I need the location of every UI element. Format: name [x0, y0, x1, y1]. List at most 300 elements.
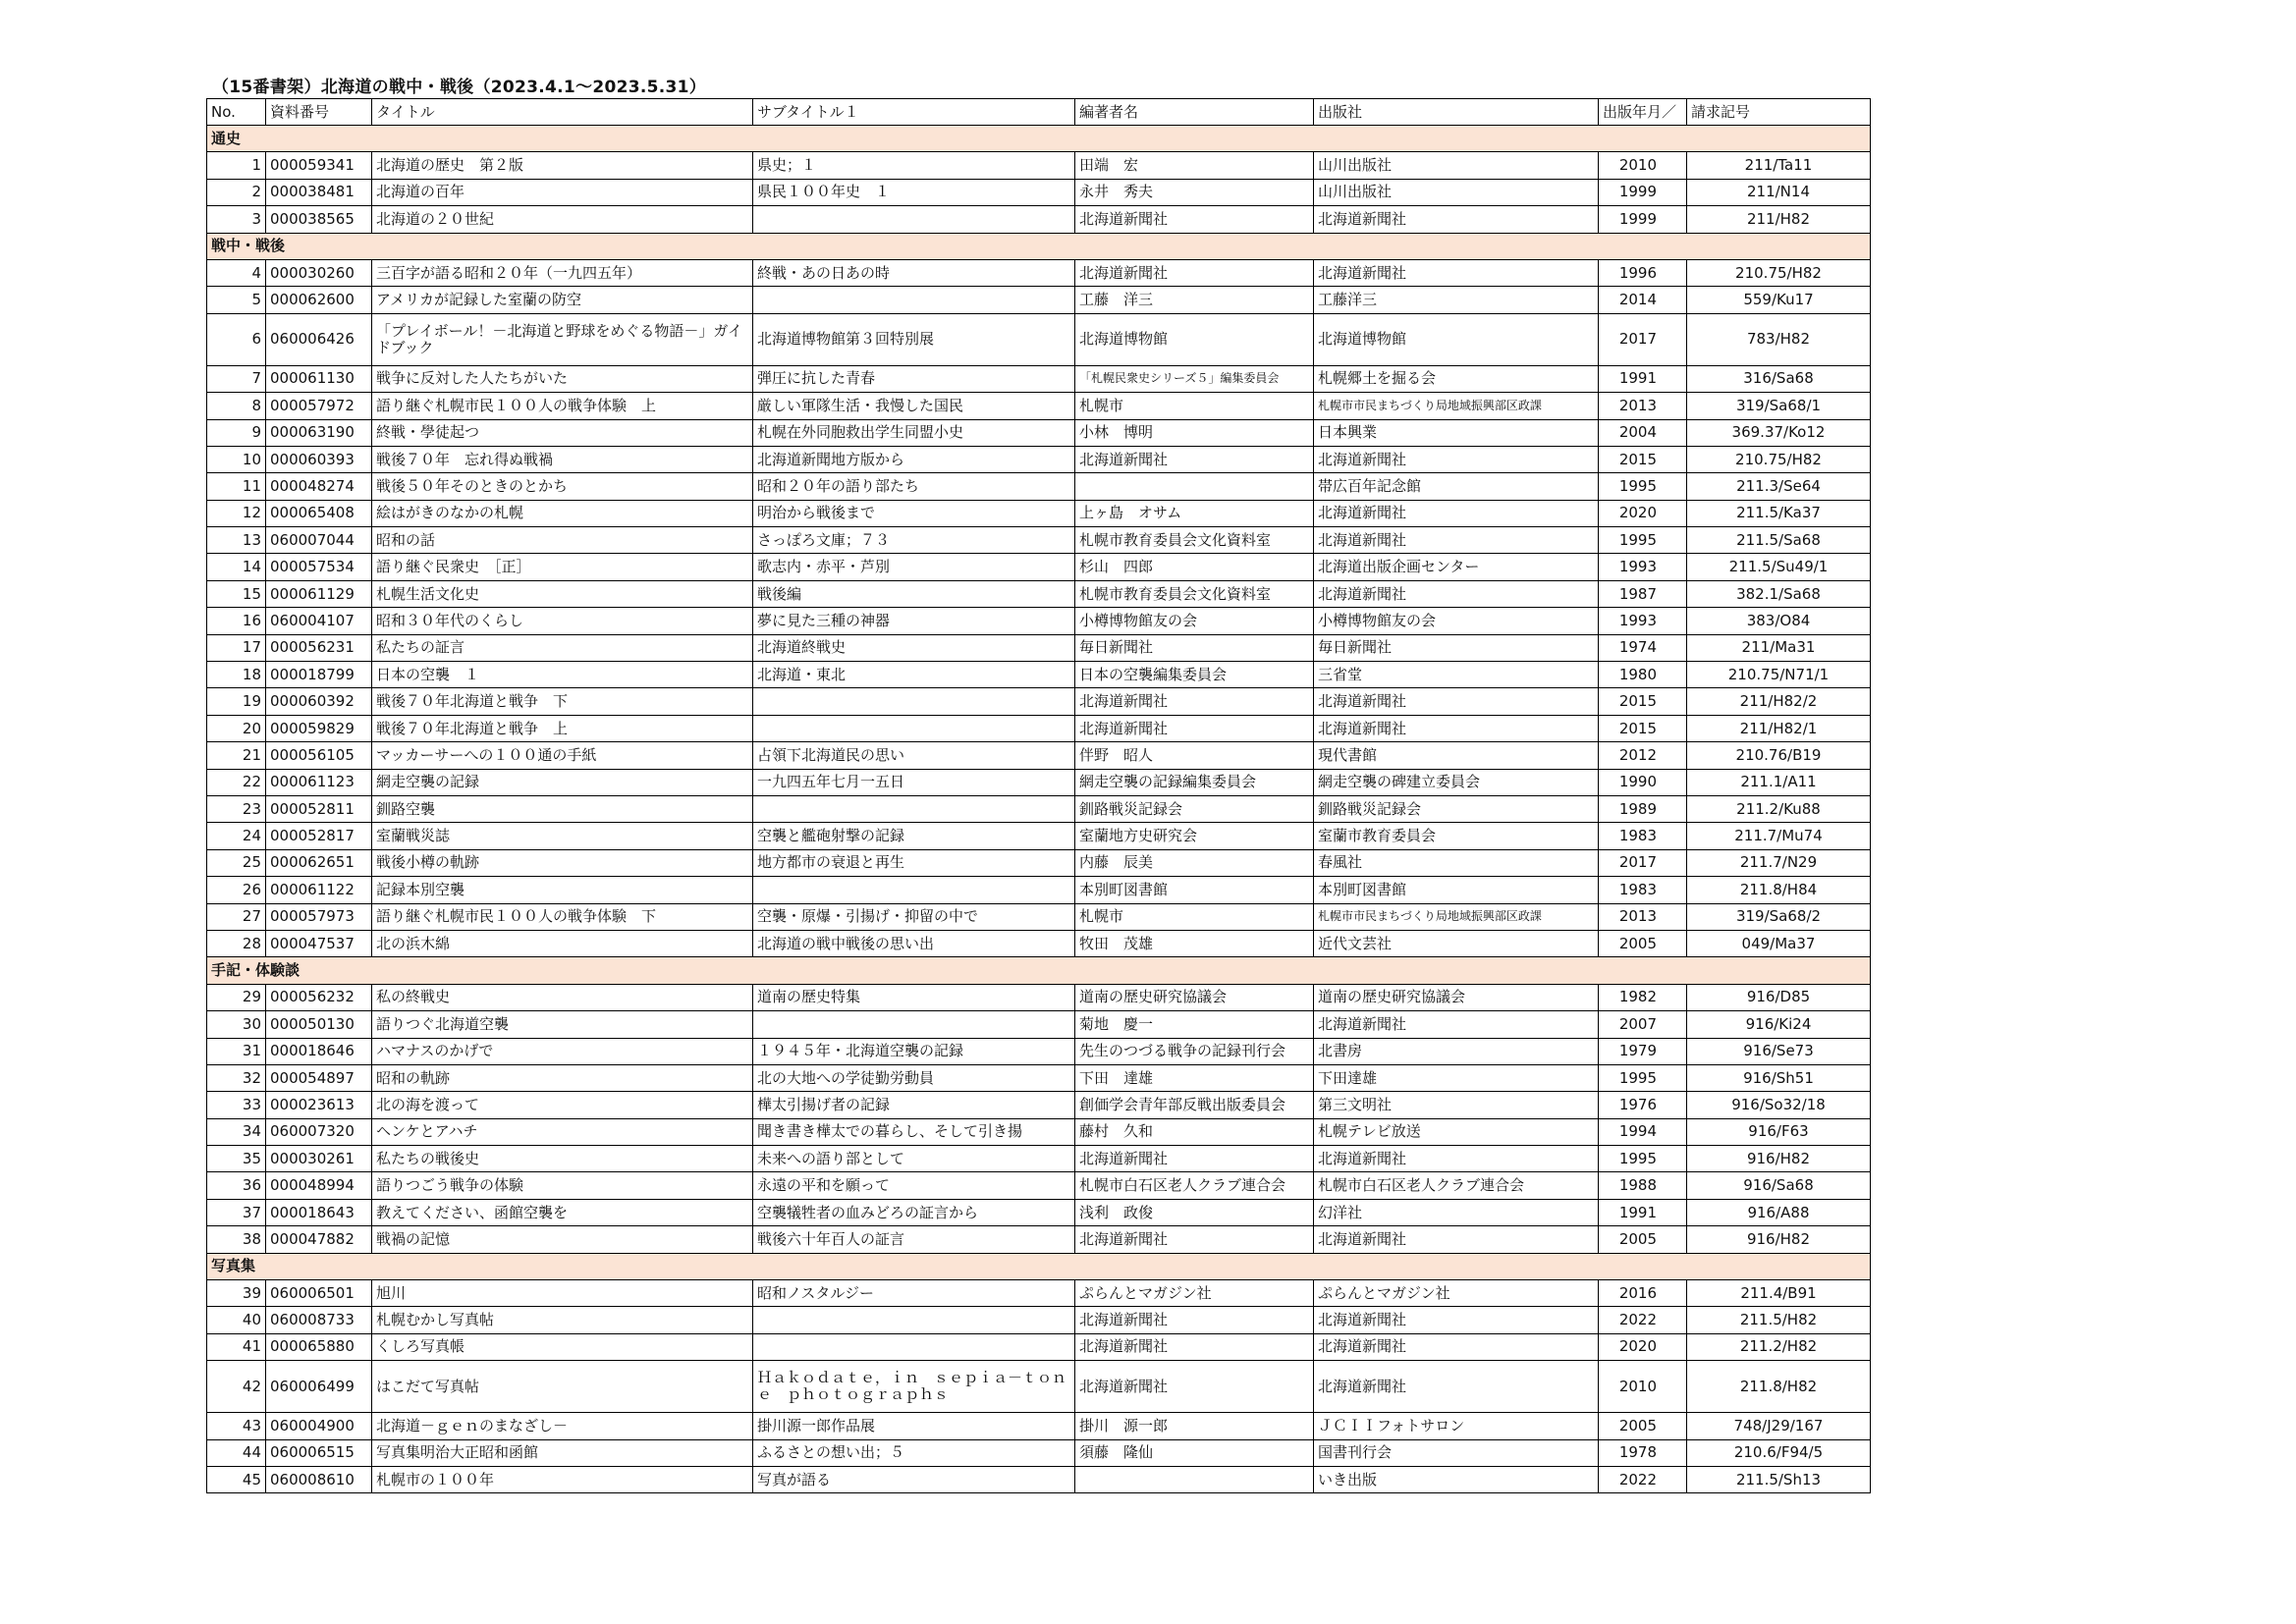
- cell-title: はこだて写真帖: [372, 1361, 753, 1413]
- cell-call-number: 319/Sa68/2: [1687, 903, 1871, 930]
- cell-call-number: 211/H82: [1687, 206, 1871, 233]
- cell-title: 昭和の軌跡: [372, 1064, 753, 1091]
- table-row: [207, 206, 1871, 233]
- cell-author: 下田 達雄: [1075, 1064, 1314, 1091]
- cell-publisher: 札幌テレビ放送: [1314, 1118, 1599, 1145]
- cell-subtitle: 聞き書き樺太での暮らし、そして引き揚: [753, 1118, 1075, 1145]
- cell-call-number: 211/Ma31: [1687, 634, 1871, 661]
- cell-no: 21: [207, 742, 266, 769]
- cell-subtitle: さっぽろ文庫；７３: [753, 527, 1075, 554]
- cell-year: 1991: [1599, 1199, 1687, 1225]
- cell-call-number: 211.5/Sh13: [1687, 1466, 1871, 1492]
- section-header-row: [207, 957, 1871, 984]
- cell-no: 11: [207, 473, 266, 500]
- cell-title: 写真集明治大正昭和函館: [372, 1439, 753, 1466]
- cell-material-id: 000059341: [266, 152, 372, 179]
- cell-subtitle: 掛川源一郎作品展: [753, 1413, 1075, 1439]
- cell-call-number: 916/Ki24: [1687, 1011, 1871, 1038]
- cell-material-id: 000062651: [266, 849, 372, 876]
- cell-publisher: 北海道新聞社: [1314, 259, 1599, 286]
- cell-publisher: 釧路戦災記録会: [1314, 795, 1599, 822]
- cell-year: 2017: [1599, 313, 1687, 365]
- cell-publisher: 山川出版社: [1314, 152, 1599, 179]
- cell-material-id: 000065880: [266, 1333, 372, 1360]
- cell-material-id: 000018799: [266, 662, 372, 688]
- cell-material-id: 000059829: [266, 715, 372, 741]
- cell-no: 8: [207, 393, 266, 419]
- cell-no: 44: [207, 1439, 266, 1466]
- cell-title: ヘンケとアハチ: [372, 1118, 753, 1145]
- table-row: [207, 769, 1871, 795]
- table-row: [207, 365, 1871, 392]
- cell-publisher: 国書刊行会: [1314, 1439, 1599, 1466]
- cell-year: 2010: [1599, 152, 1687, 179]
- cell-year: 2014: [1599, 287, 1687, 313]
- cell-year: 2015: [1599, 715, 1687, 741]
- cell-title: 釧路空襲: [372, 795, 753, 822]
- cell-call-number: 748/J29/167: [1687, 1413, 1871, 1439]
- cell-title: 札幌市の１００年: [372, 1466, 753, 1492]
- cell-title: 北海道－ｇｅｎのまなざし－: [372, 1413, 753, 1439]
- cell-author: 創価学会青年部反戦出版委員会: [1075, 1092, 1314, 1118]
- cell-subtitle: 終戦・あの日あの時: [753, 259, 1075, 286]
- cell-title: 語り継ぐ札幌市民１００人の戦争体験 下: [372, 903, 753, 930]
- book-list-table: [206, 98, 1871, 1493]
- cell-title: 記録本別空襲: [372, 877, 753, 903]
- cell-author: 浅利 政俊: [1075, 1199, 1314, 1225]
- cell-no: 1: [207, 152, 266, 179]
- cell-call-number: 211.5/Su49/1: [1687, 554, 1871, 580]
- cell-title: 札幌生活文化史: [372, 580, 753, 607]
- table-row: [207, 527, 1871, 554]
- cell-subtitle: 夢に見た三種の神器: [753, 608, 1075, 634]
- cell-year: 1999: [1599, 179, 1687, 205]
- cell-subtitle: [753, 287, 1075, 313]
- table-row: [207, 634, 1871, 661]
- cell-publisher: 毎日新聞社: [1314, 634, 1599, 661]
- cell-material-id: 000057534: [266, 554, 372, 580]
- cell-author: 釧路戦災記録会: [1075, 795, 1314, 822]
- table-row: [207, 580, 1871, 607]
- cell-year: 2007: [1599, 1011, 1687, 1038]
- cell-subtitle: ふるさとの想い出；５: [753, 1439, 1075, 1466]
- cell-no: 16: [207, 608, 266, 634]
- cell-material-id: 000050130: [266, 1011, 372, 1038]
- cell-publisher: 工藤洋三: [1314, 287, 1599, 313]
- cell-material-id: 000023613: [266, 1092, 372, 1118]
- cell-publisher: 北海道出版企画センター: [1314, 554, 1599, 580]
- cell-publisher: 山川出版社: [1314, 179, 1599, 205]
- cell-call-number: 916/A88: [1687, 1199, 1871, 1225]
- cell-no: 31: [207, 1038, 266, 1064]
- cell-material-id: 000047882: [266, 1226, 372, 1253]
- cell-title: 室蘭戦災誌: [372, 823, 753, 849]
- cell-no: 24: [207, 823, 266, 849]
- cell-subtitle: 写真が語る: [753, 1466, 1075, 1492]
- table-row: [207, 419, 1871, 446]
- cell-subtitle: 空襲犠牲者の血みどろの証言から: [753, 1199, 1075, 1225]
- cell-author: [1075, 473, 1314, 500]
- cell-no: 2: [207, 179, 266, 205]
- cell-year: 2020: [1599, 500, 1687, 526]
- cell-author: 伴野 昭人: [1075, 742, 1314, 769]
- cell-material-id: 060004900: [266, 1413, 372, 1439]
- table-row: [207, 393, 1871, 419]
- cell-title: 三百字が語る昭和２０年（一九四五年）: [372, 259, 753, 286]
- cell-publisher: 北海道新聞社: [1314, 688, 1599, 715]
- cell-publisher: 北海道新聞社: [1314, 1307, 1599, 1333]
- cell-no: 13: [207, 527, 266, 554]
- header-subtitle: サブタイトル１: [753, 99, 1075, 126]
- cell-material-id: 060006426: [266, 313, 372, 365]
- cell-year: 1988: [1599, 1172, 1687, 1199]
- cell-year: 1979: [1599, 1038, 1687, 1064]
- cell-title: 私たちの証言: [372, 634, 753, 661]
- cell-author: 北海道博物館: [1075, 313, 1314, 365]
- cell-year: 1993: [1599, 554, 1687, 580]
- cell-title: 北の海を渡って: [372, 1092, 753, 1118]
- cell-no: 45: [207, 1466, 266, 1492]
- cell-title: 語り継ぐ札幌市民１００人の戦争体験 上: [372, 393, 753, 419]
- cell-year: 1983: [1599, 823, 1687, 849]
- cell-material-id: 000061130: [266, 365, 372, 392]
- cell-no: 41: [207, 1333, 266, 1360]
- table-row: [207, 849, 1871, 876]
- cell-call-number: 559/Ku17: [1687, 287, 1871, 313]
- cell-publisher: 北海道新聞社: [1314, 715, 1599, 741]
- cell-call-number: 211.3/Se64: [1687, 473, 1871, 500]
- cell-year: 1995: [1599, 1146, 1687, 1172]
- table-row: [207, 903, 1871, 930]
- table-row: [207, 930, 1871, 956]
- cell-subtitle: 永遠の平和を願って: [753, 1172, 1075, 1199]
- cell-no: 29: [207, 984, 266, 1010]
- cell-publisher: ＪＣＩＩフォトサロン: [1314, 1413, 1599, 1439]
- cell-call-number: 319/Sa68/1: [1687, 393, 1871, 419]
- cell-author: 杉山 四郎: [1075, 554, 1314, 580]
- cell-publisher: 札幌市白石区老人クラブ連合会: [1314, 1172, 1599, 1199]
- cell-title: 語り継ぐ民衆史 ［正］: [372, 554, 753, 580]
- cell-subtitle: 北海道博物館第３回特別展: [753, 313, 1075, 365]
- cell-year: 1991: [1599, 365, 1687, 392]
- table-row: [207, 1226, 1871, 1253]
- cell-call-number: 049/Ma37: [1687, 930, 1871, 956]
- cell-call-number: 210.75/N71/1: [1687, 662, 1871, 688]
- cell-author: 北海道新聞社: [1075, 1146, 1314, 1172]
- cell-year: 2020: [1599, 1333, 1687, 1360]
- table-row: [207, 500, 1871, 526]
- cell-no: 33: [207, 1092, 266, 1118]
- cell-call-number: 210.6/F94/5: [1687, 1439, 1871, 1466]
- cell-call-number: 916/Sa68: [1687, 1172, 1871, 1199]
- cell-subtitle: 未来への語り部として: [753, 1146, 1075, 1172]
- cell-call-number: 916/H82: [1687, 1146, 1871, 1172]
- header-author: 編著者名: [1075, 99, 1314, 126]
- cell-call-number: 916/D85: [1687, 984, 1871, 1010]
- cell-year: 2016: [1599, 1280, 1687, 1307]
- cell-title: 北海道の２０世紀: [372, 206, 753, 233]
- cell-material-id: 000052811: [266, 795, 372, 822]
- cell-subtitle: 札幌在外同胞救出学生同盟小史: [753, 419, 1075, 446]
- cell-no: 12: [207, 500, 266, 526]
- cell-call-number: 916/Sh51: [1687, 1064, 1871, 1091]
- cell-author: 道南の歴史研究協議会: [1075, 984, 1314, 1010]
- table-row: [207, 1172, 1871, 1199]
- cell-author: 田端 宏: [1075, 152, 1314, 179]
- section-label: 写真集: [207, 1253, 1871, 1279]
- page-title: （15番書架）北海道の戦中・戦後（2023.4.1～2023.5.31）: [212, 78, 707, 97]
- cell-title: 北海道の歴史 第２版: [372, 152, 753, 179]
- cell-publisher: 北海道新聞社: [1314, 500, 1599, 526]
- cell-author: 内藤 辰美: [1075, 849, 1314, 876]
- cell-call-number: 210.75/H82: [1687, 259, 1871, 286]
- cell-author: 北海道新聞社: [1075, 206, 1314, 233]
- cell-year: 2012: [1599, 742, 1687, 769]
- table-row: [207, 1038, 1871, 1064]
- section-label: 通史: [207, 126, 1871, 152]
- cell-call-number: 916/So32/18: [1687, 1092, 1871, 1118]
- cell-author: 菊地 慶一: [1075, 1011, 1314, 1038]
- cell-publisher: 道南の歴史研究協議会: [1314, 984, 1599, 1010]
- cell-subtitle: 明治から戦後まで: [753, 500, 1075, 526]
- section-header-row: [207, 233, 1871, 259]
- cell-year: 1989: [1599, 795, 1687, 822]
- cell-no: 36: [207, 1172, 266, 1199]
- cell-title: 戦後５０年そのときのとかち: [372, 473, 753, 500]
- cell-subtitle: 空襲・原爆・引揚げ・抑留の中で: [753, 903, 1075, 930]
- cell-subtitle: [753, 1333, 1075, 1360]
- cell-year: 1987: [1599, 580, 1687, 607]
- cell-material-id: 000048994: [266, 1172, 372, 1199]
- section-label: 戦中・戦後: [207, 233, 1871, 259]
- cell-year: 2015: [1599, 688, 1687, 715]
- cell-subtitle: [753, 688, 1075, 715]
- table-row: [207, 1118, 1871, 1145]
- cell-call-number: 382.1/Sa68: [1687, 580, 1871, 607]
- cell-publisher: 北海道新聞社: [1314, 206, 1599, 233]
- cell-year: 2005: [1599, 930, 1687, 956]
- table-row: [207, 1333, 1871, 1360]
- table-row: [207, 662, 1871, 688]
- cell-year: 1983: [1599, 877, 1687, 903]
- cell-call-number: 211.8/H82: [1687, 1361, 1871, 1413]
- cell-publisher: 北海道新聞社: [1314, 1146, 1599, 1172]
- cell-subtitle: 北の大地への学徒勤労動員: [753, 1064, 1075, 1091]
- cell-author: 須藤 隆仙: [1075, 1439, 1314, 1466]
- cell-call-number: 916/Se73: [1687, 1038, 1871, 1064]
- cell-year: 1996: [1599, 259, 1687, 286]
- cell-author: 日本の空襲編集委員会: [1075, 662, 1314, 688]
- header-publisher: 出版社: [1314, 99, 1599, 126]
- cell-author: 北海道新聞社: [1075, 259, 1314, 286]
- cell-no: 5: [207, 287, 266, 313]
- cell-title: 戦禍の記憶: [372, 1226, 753, 1253]
- cell-title: 絵はがきのなかの札幌: [372, 500, 753, 526]
- cell-title: 終戦・學徒起つ: [372, 419, 753, 446]
- cell-year: 1995: [1599, 527, 1687, 554]
- cell-subtitle: 北海道終戦史: [753, 634, 1075, 661]
- cell-year: 2005: [1599, 1413, 1687, 1439]
- cell-year: 1980: [1599, 662, 1687, 688]
- cell-year: 2017: [1599, 849, 1687, 876]
- cell-year: 1976: [1599, 1092, 1687, 1118]
- cell-material-id: 000061129: [266, 580, 372, 607]
- cell-author: 本別町図書館: [1075, 877, 1314, 903]
- cell-subtitle: 歌志内・赤平・芦別: [753, 554, 1075, 580]
- cell-no: 10: [207, 446, 266, 472]
- cell-material-id: 000056231: [266, 634, 372, 661]
- table-row: [207, 715, 1871, 741]
- cell-subtitle: 占領下北海道民の思い: [753, 742, 1075, 769]
- cell-author: 札幌市白石区老人クラブ連合会: [1075, 1172, 1314, 1199]
- cell-call-number: 916/H82: [1687, 1226, 1871, 1253]
- cell-author: 永井 秀夫: [1075, 179, 1314, 205]
- cell-call-number: 783/H82: [1687, 313, 1871, 365]
- cell-author: 毎日新聞社: [1075, 634, 1314, 661]
- cell-material-id: 000057973: [266, 903, 372, 930]
- cell-author: 北海道新聞社: [1075, 1226, 1314, 1253]
- cell-no: 4: [207, 259, 266, 286]
- cell-author: 上ヶ島 オサム: [1075, 500, 1314, 526]
- cell-no: 25: [207, 849, 266, 876]
- cell-year: 1990: [1599, 769, 1687, 795]
- cell-publisher: 現代書館: [1314, 742, 1599, 769]
- cell-publisher: 本別町図書館: [1314, 877, 1599, 903]
- cell-material-id: 000060393: [266, 446, 372, 472]
- cell-subtitle: 昭和ノスタルジー: [753, 1280, 1075, 1307]
- table-row: [207, 688, 1871, 715]
- table-row: [207, 473, 1871, 500]
- cell-title: 戦後７０年北海道と戦争 上: [372, 715, 753, 741]
- cell-author: 藤村 久和: [1075, 1118, 1314, 1145]
- cell-publisher: 北海道新聞社: [1314, 580, 1599, 607]
- cell-subtitle: 北海道新聞地方版から: [753, 446, 1075, 472]
- cell-call-number: 383/O84: [1687, 608, 1871, 634]
- cell-year: 2022: [1599, 1466, 1687, 1492]
- cell-title: 昭和の話: [372, 527, 753, 554]
- cell-publisher: 北海道新聞社: [1314, 1226, 1599, 1253]
- cell-no: 22: [207, 769, 266, 795]
- cell-material-id: 000057972: [266, 393, 372, 419]
- cell-subtitle: [753, 795, 1075, 822]
- cell-year: 2013: [1599, 903, 1687, 930]
- cell-author: 「札幌民衆史シリーズ５」編集委員会: [1075, 365, 1314, 392]
- cell-material-id: 060006515: [266, 1439, 372, 1466]
- cell-material-id: 000038565: [266, 206, 372, 233]
- header-material-id: 資料番号: [266, 99, 372, 126]
- table-header-row: [207, 99, 1871, 126]
- cell-year: 2004: [1599, 419, 1687, 446]
- cell-material-id: 060006499: [266, 1361, 372, 1413]
- cell-call-number: 916/F63: [1687, 1118, 1871, 1145]
- cell-no: 17: [207, 634, 266, 661]
- cell-no: 42: [207, 1361, 266, 1413]
- cell-no: 19: [207, 688, 266, 715]
- cell-publisher: 北海道新聞社: [1314, 446, 1599, 472]
- table-row: [207, 179, 1871, 205]
- cell-subtitle: 戦後編: [753, 580, 1075, 607]
- cell-author: 北海道新聞社: [1075, 1333, 1314, 1360]
- cell-call-number: 211.2/Ku88: [1687, 795, 1871, 822]
- cell-author: 室蘭地方史研究会: [1075, 823, 1314, 849]
- cell-material-id: 000060392: [266, 688, 372, 715]
- cell-publisher: ぷらんとマガジン社: [1314, 1280, 1599, 1307]
- cell-call-number: 210.76/B19: [1687, 742, 1871, 769]
- table-row: [207, 984, 1871, 1010]
- cell-subtitle: 北海道・東北: [753, 662, 1075, 688]
- table-row: [207, 823, 1871, 849]
- cell-year: 1982: [1599, 984, 1687, 1010]
- cell-material-id: 000056105: [266, 742, 372, 769]
- cell-subtitle: 地方都市の衰退と再生: [753, 849, 1075, 876]
- cell-publisher: 札幌市市民まちづくり局地域振興部区政課: [1314, 903, 1599, 930]
- cell-call-number: 211.7/N29: [1687, 849, 1871, 876]
- table-row: [207, 1146, 1871, 1172]
- table-row: [207, 1361, 1871, 1413]
- cell-call-number: 211/N14: [1687, 179, 1871, 205]
- cell-title: 旭川: [372, 1280, 753, 1307]
- cell-title: 昭和３０年代のくらし: [372, 608, 753, 634]
- cell-subtitle: [753, 1011, 1075, 1038]
- cell-publisher: 北海道新聞社: [1314, 1011, 1599, 1038]
- cell-title: 札幌むかし写真帖: [372, 1307, 753, 1333]
- cell-no: 20: [207, 715, 266, 741]
- cell-title: 私の終戦史: [372, 984, 753, 1010]
- cell-no: 27: [207, 903, 266, 930]
- cell-year: 2013: [1599, 393, 1687, 419]
- cell-year: 1993: [1599, 608, 1687, 634]
- cell-material-id: 060004107: [266, 608, 372, 634]
- cell-material-id: 000054897: [266, 1064, 372, 1091]
- cell-material-id: 060008610: [266, 1466, 372, 1492]
- cell-title: 語りつぐ北海道空襲: [372, 1011, 753, 1038]
- table-row: [207, 554, 1871, 580]
- cell-author: 札幌市: [1075, 903, 1314, 930]
- cell-no: 7: [207, 365, 266, 392]
- cell-subtitle: 空襲と艦砲射撃の記録: [753, 823, 1075, 849]
- table-row: [207, 287, 1871, 313]
- cell-subtitle: [753, 715, 1075, 741]
- header-call-number: 請求記号: [1687, 99, 1871, 126]
- section-header-row: [207, 126, 1871, 152]
- cell-title: 語りつごう戦争の体験: [372, 1172, 753, 1199]
- cell-no: 28: [207, 930, 266, 956]
- cell-author: 札幌市教育委員会文化資料室: [1075, 527, 1314, 554]
- cell-publisher: いき出版: [1314, 1466, 1599, 1492]
- table-row: [207, 608, 1871, 634]
- cell-publisher: 幻洋社: [1314, 1199, 1599, 1225]
- cell-title: 私たちの戦後史: [372, 1146, 753, 1172]
- table-row: [207, 877, 1871, 903]
- header-no: No.: [207, 99, 266, 126]
- cell-title: マッカーサーへの１００通の手紙: [372, 742, 753, 769]
- cell-author: 小林 博明: [1075, 419, 1314, 446]
- cell-year: 2005: [1599, 1226, 1687, 1253]
- cell-publisher: 札幌郷土を掘る会: [1314, 365, 1599, 392]
- cell-subtitle: [753, 206, 1075, 233]
- cell-call-number: 210.75/H82: [1687, 446, 1871, 472]
- cell-author: 掛川 源一郎: [1075, 1413, 1314, 1439]
- cell-publisher: 小樽博物館友の会: [1314, 608, 1599, 634]
- section-label: 手記・体験談: [207, 957, 1871, 984]
- cell-author: 札幌市: [1075, 393, 1314, 419]
- cell-no: 26: [207, 877, 266, 903]
- cell-subtitle: 樺太引揚げ者の記録: [753, 1092, 1075, 1118]
- cell-call-number: 211.1/A11: [1687, 769, 1871, 795]
- table-row: [207, 1466, 1871, 1492]
- cell-subtitle: [753, 1307, 1075, 1333]
- cell-no: 9: [207, 419, 266, 446]
